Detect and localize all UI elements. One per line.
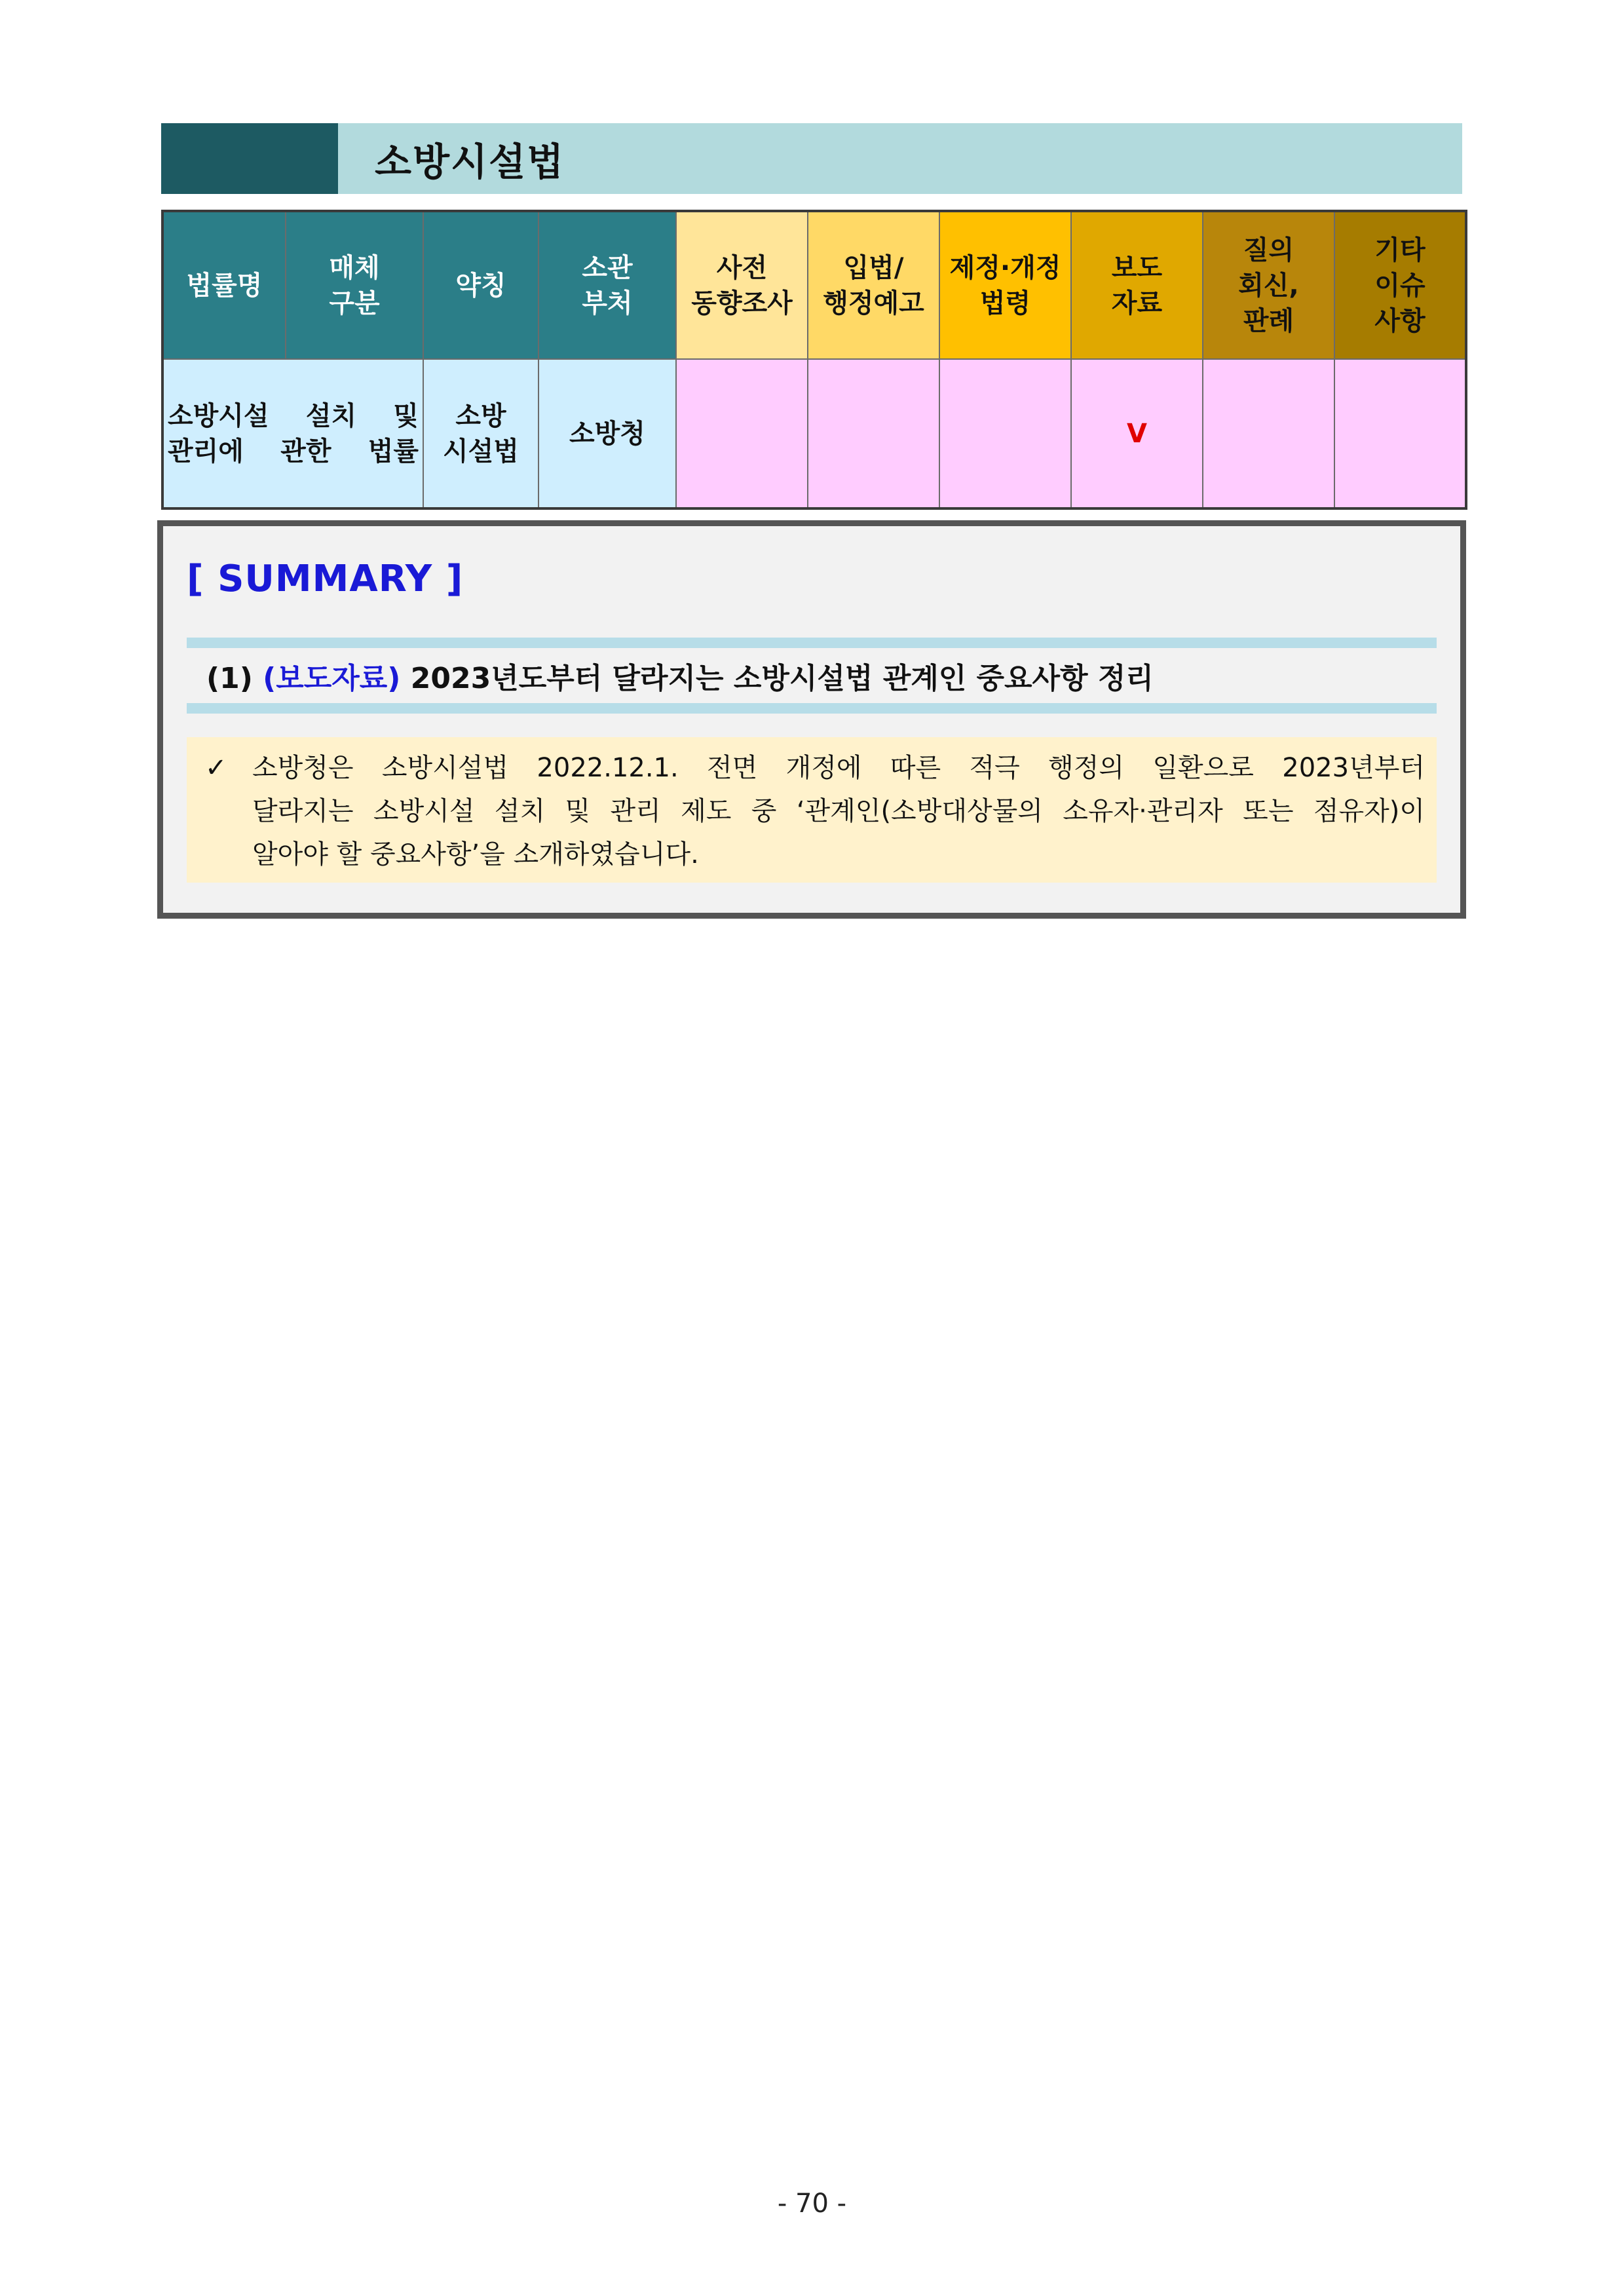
cell-abbr: 소방 시설법 bbox=[423, 359, 538, 508]
cell-press bbox=[1071, 359, 1203, 508]
bullet-line: 달라지는 소방시설 설치 및 관리 제도 중 ‘관계인(소방대상물의 소유자·관리자 또는 점유자)이 bbox=[252, 796, 1425, 826]
header-press: 보도 자료 bbox=[1071, 211, 1203, 359]
bullet-line: 소방청은 소방시설법 2022.12.1. 전면 개정에 따른 적극 행정의 일환으로 2023년부터 bbox=[252, 753, 1425, 783]
cell-pre-survey bbox=[676, 359, 808, 508]
cell-dept: 소방청 bbox=[538, 359, 676, 508]
summary-rule-bottom bbox=[187, 703, 1437, 714]
cell-legislation bbox=[808, 359, 939, 508]
header-legislation: 입법/ 행정예고 bbox=[808, 211, 939, 359]
summary-bullet-box bbox=[187, 737, 1437, 883]
section-title: 소방시설법 bbox=[375, 140, 565, 184]
summary-rule-top bbox=[187, 638, 1437, 648]
cell-inquiry bbox=[1203, 359, 1334, 508]
summary-bullet-text bbox=[252, 746, 1425, 876]
check-icon: ✓ bbox=[205, 753, 227, 783]
title-label-block bbox=[338, 123, 1462, 194]
header-other: 기타 이슈 사항 bbox=[1334, 211, 1466, 359]
page-number: - 70 - bbox=[777, 2189, 847, 2219]
law-classification-table bbox=[161, 210, 1467, 510]
summary-heading: [ SUMMARY ] bbox=[187, 558, 464, 600]
section-title-bar bbox=[161, 123, 1462, 194]
header-abbr: 약칭 bbox=[423, 211, 538, 359]
summary-item-title bbox=[206, 655, 1154, 697]
cell-law-name: 소방시설 설치 및 관리에 관한 법률 bbox=[162, 359, 423, 508]
table-row bbox=[162, 359, 1466, 508]
item-tag: (보도자료) bbox=[263, 662, 401, 695]
cell-enactment bbox=[939, 359, 1071, 508]
header-media-type: 매체 구분 bbox=[286, 211, 423, 359]
summary-box bbox=[157, 520, 1466, 919]
cell-other bbox=[1334, 359, 1466, 508]
bullet-line: 알아야 할 중요사항’을 소개하였습니다. bbox=[252, 839, 699, 870]
item-number: (1) bbox=[206, 662, 253, 695]
header-law-name: 법률명 bbox=[162, 211, 286, 359]
title-accent-block bbox=[161, 123, 338, 194]
table-header-row bbox=[162, 211, 1466, 359]
header-pre-survey: 사전 동향조사 bbox=[676, 211, 808, 359]
press-check-mark: V bbox=[1127, 418, 1147, 449]
header-dept: 소관 부처 bbox=[538, 211, 676, 359]
item-title-text: 2023년도부터 달라지는 소방시설법 관계인 중요사항 정리 bbox=[410, 662, 1154, 695]
header-inquiry: 질의 회신, 판례 bbox=[1203, 211, 1334, 359]
header-enactment: 제정·개정 법령 bbox=[939, 211, 1071, 359]
